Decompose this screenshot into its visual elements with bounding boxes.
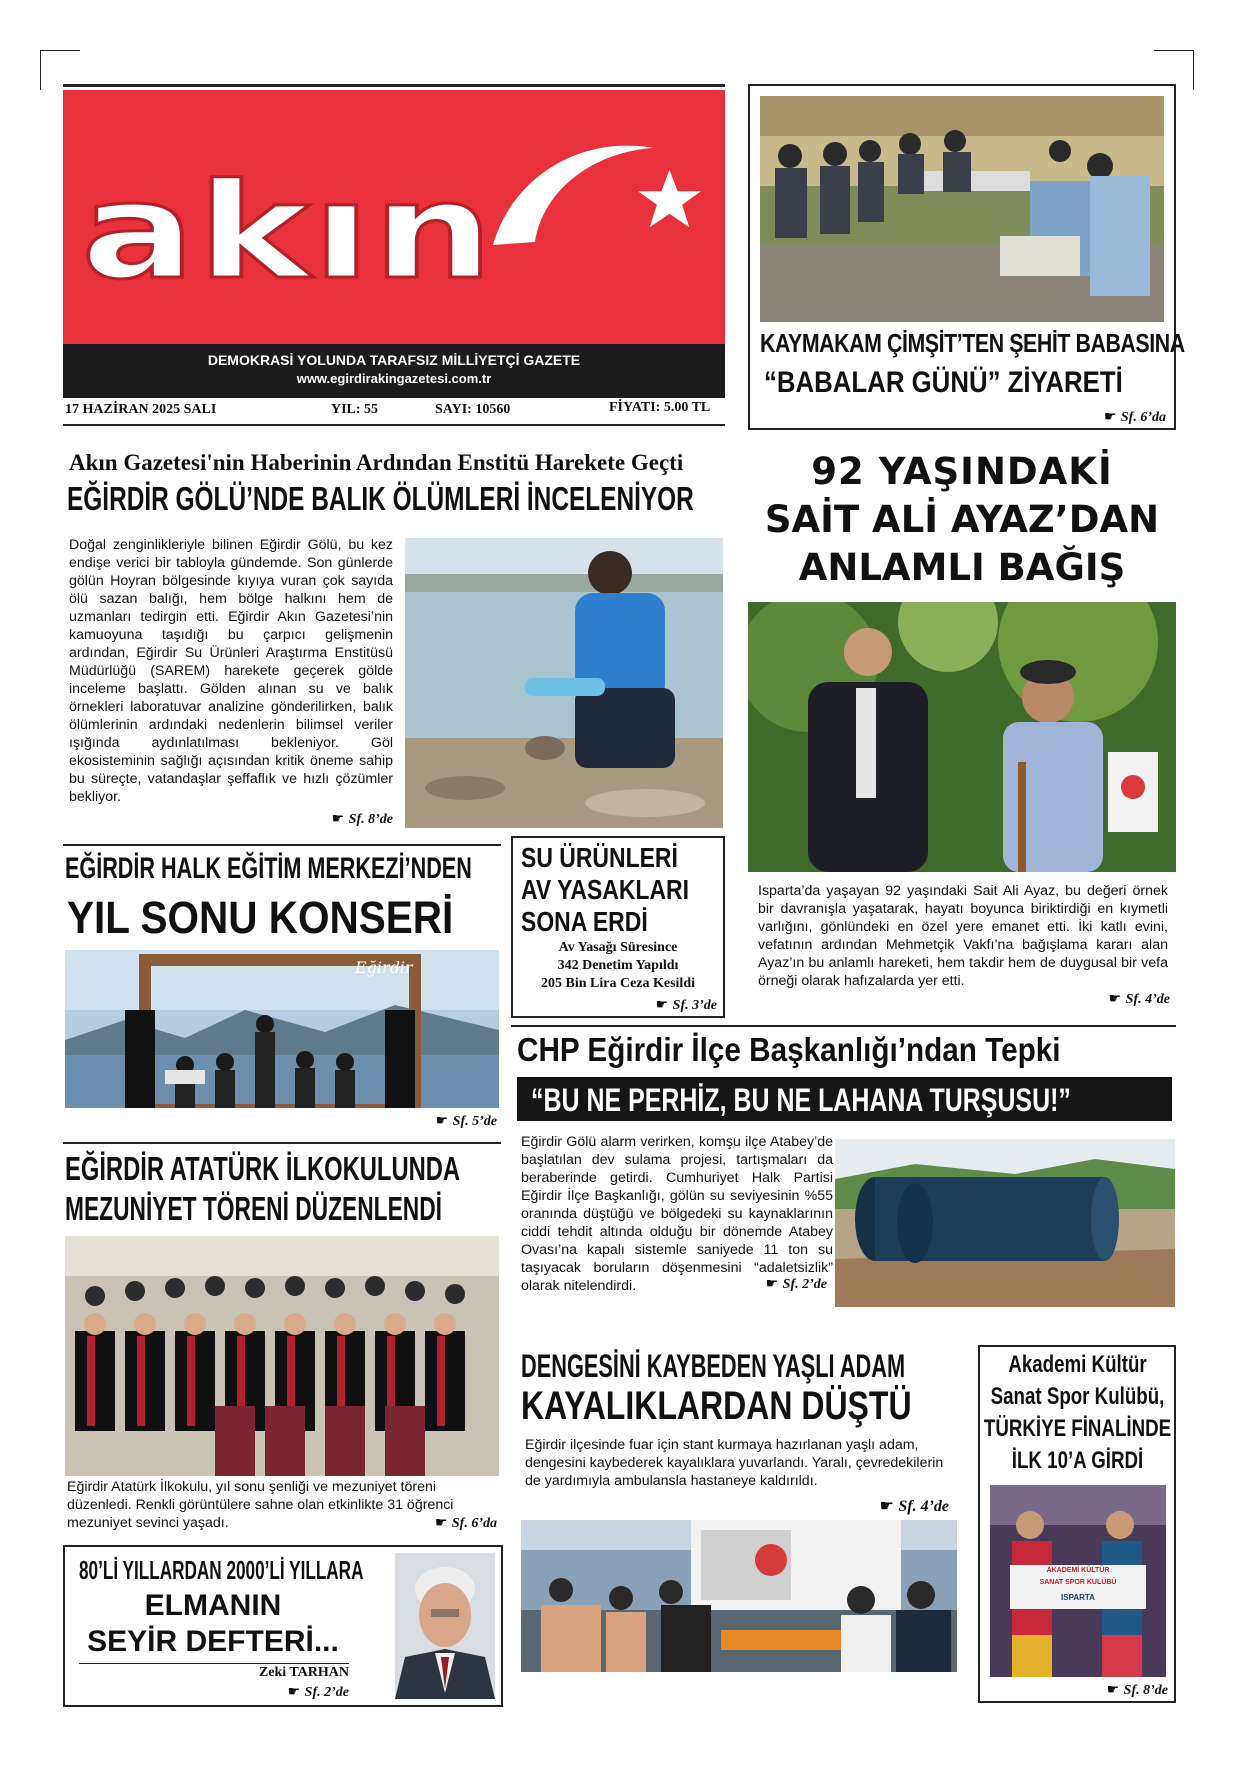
pointing-hand-icon: ☛ bbox=[435, 1112, 449, 1128]
masthead bbox=[63, 84, 725, 384]
konser-ref-text: Sf. 5’de bbox=[452, 1114, 497, 1129]
sait-headline-2: SAİT ALİ AYAZ’DAN bbox=[764, 498, 1160, 541]
kaymakam-headline-2: “BABALAR GÜNÜ” ZİYARETİ bbox=[764, 366, 1123, 399]
story-balik[interactable] bbox=[63, 450, 725, 833]
akademi-sign-1: AKADEMİ KÜLTÜR bbox=[1046, 1567, 1110, 1574]
konser-headline-2: YIL SONU KONSERİ bbox=[67, 892, 454, 943]
logo-text: akın bbox=[81, 155, 496, 309]
chp-headline: CHP Eğirdir İlçe Başkanlığı’ndan Tepki bbox=[517, 1031, 1061, 1068]
av-sub-3: 205 Bin Lira Ceza Kesildi bbox=[541, 976, 695, 991]
masthead-red-band bbox=[63, 90, 725, 344]
yasli-photo bbox=[521, 1520, 957, 1672]
kaymakam-ref[interactable] bbox=[1030, 408, 1166, 426]
konser-photo bbox=[65, 950, 499, 1108]
av-headline-1: SU ÜRÜNLERİ bbox=[521, 842, 678, 873]
av-headline-2: AV YASAKLARI bbox=[521, 874, 689, 905]
av-sub-2: 342 Denetim Yapıldı bbox=[557, 958, 679, 973]
yasli-ref[interactable] bbox=[811, 1496, 949, 1516]
akademi-sign-2: SANAT SPOR KULÜBÜ bbox=[1039, 1579, 1117, 1586]
story-yasli[interactable] bbox=[511, 1340, 956, 1670]
column-title-2: ELMANIN bbox=[144, 1589, 282, 1622]
yasli-headline-2: KAYALIKLARDAN DÜŞTÜ bbox=[521, 1384, 912, 1428]
column-title-3: SEYİR DEFTERİ... bbox=[87, 1625, 339, 1658]
issue-date: 17 HAZİRAN 2025 SALI bbox=[65, 402, 217, 417]
pointing-hand-icon: ☛ bbox=[1106, 1681, 1120, 1697]
pointing-hand-icon: ☛ bbox=[1108, 990, 1122, 1006]
av-sub-1: Av Yasağı Süresince bbox=[558, 940, 678, 955]
akademi-sign-3: ISPARTA bbox=[1061, 1593, 1095, 1602]
chp-ref[interactable] bbox=[631, 1275, 827, 1293]
story-kaymakam[interactable] bbox=[748, 84, 1185, 430]
balik-kicker: Akın Gazetesi'nin Haberinin Ardından Enstitü Harekete Geçti bbox=[69, 450, 684, 475]
story-ataturk[interactable] bbox=[63, 1142, 501, 1534]
yasli-ref-text: Sf. 4’de bbox=[898, 1498, 949, 1515]
ataturk-body: Eğirdir Atatürk İlkokulu, yıl sonu şenliği ve mezuniyet töreni düzenledi. Renkli görüntülere sahne olan etkinlikte 31 öğrenci mezuniyet sevinci yaşadı. bbox=[67, 1479, 454, 1531]
chp-banner bbox=[517, 1077, 1172, 1121]
sait-headline-3: ANLAMLI BAĞIŞ bbox=[798, 546, 1126, 589]
ataturk-headline-2: MEZUNİYET TÖRENİ DÜZENLENDİ bbox=[65, 1190, 442, 1227]
issue-number: SAYI: 10560 bbox=[435, 402, 511, 417]
balik-photo bbox=[405, 538, 723, 828]
pointing-hand-icon: ☛ bbox=[765, 1275, 779, 1291]
author-portrait bbox=[395, 1553, 495, 1699]
kaymakam-ref-text: Sf. 6’da bbox=[1120, 410, 1166, 425]
akademi-headline-3: TÜRKİYE FİNALİNDE bbox=[983, 1415, 1172, 1442]
column-title-1: 80’Lİ YILLARDAN 2000’Lİ YILLARA bbox=[79, 1555, 364, 1585]
sait-body: Isparta’da yaşayan 92 yaşındaki Sait Ali Ayaz, bu değeri örnek bir davranışla yaşatarak, hayatı boyunca biriktirdiği en kıymetli varlığını, gönlündeki en özel yere emanet etti. İki katlı evini, vefatının ardından Mehmetçik Vakfı’na bağışlama kararı alan Ayaz’ın bu anlamlı hareketi, hem takdir hem de duygusal bir vefa örneği olarak hafızalarda yer etti. bbox=[758, 883, 1168, 989]
tagline-bar bbox=[63, 344, 725, 398]
akademi-photo bbox=[990, 1485, 1166, 1677]
issue-price: FİYATI: 5.00 TL bbox=[609, 400, 711, 415]
column-ref-text: Sf. 2’de bbox=[304, 1685, 349, 1700]
akademi-ref-text: Sf. 8’de bbox=[1123, 1683, 1168, 1698]
pointing-hand-icon: ☛ bbox=[655, 996, 669, 1012]
ataturk-ref-text: Sf. 6’da bbox=[451, 1516, 497, 1531]
ataturk-photo bbox=[65, 1236, 499, 1476]
chp-ref-text: Sf. 2’de bbox=[782, 1277, 827, 1292]
story-akademi[interactable] bbox=[978, 1345, 1176, 1703]
pointing-hand-icon: ☛ bbox=[434, 1514, 448, 1530]
stage-sign: Eğirdir bbox=[355, 958, 413, 977]
kaymakam-photo bbox=[760, 96, 1164, 322]
ataturk-ref[interactable] bbox=[363, 1514, 497, 1532]
yasli-body: Eğirdir ilçesinde fuar için stant kurmaya hazırlanan yaşlı adam, dengesini kaybederek kayalıklara yuvarlandı. Yaralı, çevredekilerin de yardımıyla ambulansla hastaneye kaldırıldı. bbox=[525, 1437, 944, 1489]
ataturk-headline-1: EĞİRDİR ATATÜRK İLKOKULUNDA bbox=[65, 1150, 461, 1187]
masthead-info-row bbox=[63, 400, 725, 430]
issue-year: YIL: 55 bbox=[331, 402, 379, 417]
akademi-headline-4: İLK 10’A GİRDİ bbox=[1011, 1447, 1144, 1474]
konser-ref[interactable] bbox=[363, 1112, 497, 1130]
av-ref-text: Sf. 3’de bbox=[672, 998, 717, 1013]
sait-headline-1: 92 YAŞINDAKİ bbox=[811, 450, 1113, 493]
chp-banner-text: “BU NE PERHİZ, BU NE LAHANA TURŞUSU!” bbox=[531, 1082, 1071, 1118]
yasli-headline-1: DENGESİNİ KAYBEDEN YAŞLI ADAM bbox=[521, 1348, 906, 1384]
sait-ref[interactable] bbox=[1038, 990, 1170, 1008]
akademi-headline-2: Sanat Spor Kulübü, bbox=[990, 1383, 1165, 1410]
website[interactable]: www.egirdirakingazetesi.com.tr bbox=[296, 371, 492, 386]
column-elmanin[interactable] bbox=[63, 1545, 503, 1707]
balik-body: Doğal zenginlikleriyle bilinen Eğirdir Gölü, bu kez endişe verici bir tabloyla gündemde. Son günlerde gölün Hoyran bölgesinde kıyıya vuran çok sayıda ölü sazan balığı, hem bölge halkını hem de uzmanları tedirgin etti. Eğirdir Akın Gazetesi’nin kamuoyuna taşıdığı bu çarpıcı gelişmenin ardından, Eğirdir Su Ürünleri Araştırma Enstitüsü Müdürlüğü (SAREM) harekete geçerek gölde inceleme başlattı. Gölden alınan su ve balık örnekleri laboratuvar analizine gönderilirken, balık ölümlerinin ardındaki nedenlerin bilimsel veriler ışığında aydınlatılması bekleniyor. Göl ekosisteminin sağlığı açısından kritik öneme sahip bu süreçte, vatandaşlar şeffaflık ve hızlı çözümler bekliyor. bbox=[69, 537, 393, 805]
balik-ref[interactable] bbox=[263, 810, 393, 828]
balik-ref-text: Sf. 8’de bbox=[348, 812, 393, 827]
chp-body: Eğirdir Gölü alarm verirken, komşu ilçe Atabey’de başlatılan dev sulama projesi, tartışmaları da beraberinde getirdi. Cumhuriyet Halk Partisi Eğirdir İlçe Başkanlığı, gölün su seviyesinin %55 oranında düştüğü ve bölgedeki su kaynaklarının ciddi tehdit altında olduğu bir dönemde Atabey Ovası’na kapalı sistemle saniyede 11 ton su taşıyacak boruların döşenmesini “adaletsizlik” olarak nitelendirdi. bbox=[521, 1134, 833, 1294]
story-konser[interactable] bbox=[63, 848, 501, 1133]
akademi-headline-1: Akademi Kültür bbox=[1008, 1351, 1147, 1378]
kaymakam-headline-1: KAYMAKAM ÇİMŞİT’TEN ŞEHİT BABASINA bbox=[760, 328, 1185, 358]
tagline: DEMOKRASİ YOLUNDA TARAFSIZ MİLLİYETÇİ GAZETE bbox=[207, 352, 581, 368]
sait-photo bbox=[748, 602, 1176, 872]
pointing-hand-icon: ☛ bbox=[879, 1498, 894, 1515]
story-chp[interactable] bbox=[511, 1025, 1176, 1325]
sait-ref-text: Sf. 4’de bbox=[1125, 992, 1170, 1007]
av-headline-3: SONA ERDİ bbox=[521, 906, 648, 937]
pointing-hand-icon: ☛ bbox=[1103, 408, 1117, 424]
pointing-hand-icon: ☛ bbox=[331, 810, 345, 826]
column-author: Zeki TARHAN bbox=[258, 1665, 349, 1680]
chp-photo bbox=[835, 1139, 1175, 1307]
balik-headline: EĞİRDİR GÖLÜ’NDE BALIK ÖLÜMLERİ İNCELENİYOR bbox=[67, 480, 694, 517]
konser-headline-1: EĞİRDİR HALK EĞİTİM MERKEZİ’NDEN bbox=[65, 852, 472, 885]
column-ref[interactable] bbox=[215, 1683, 349, 1701]
av-ref[interactable] bbox=[593, 996, 717, 1014]
story-av-yasaklari[interactable] bbox=[511, 836, 725, 1018]
akademi-ref[interactable] bbox=[1040, 1681, 1168, 1699]
story-sait[interactable] bbox=[748, 450, 1176, 1010]
pointing-hand-icon: ☛ bbox=[287, 1683, 301, 1699]
